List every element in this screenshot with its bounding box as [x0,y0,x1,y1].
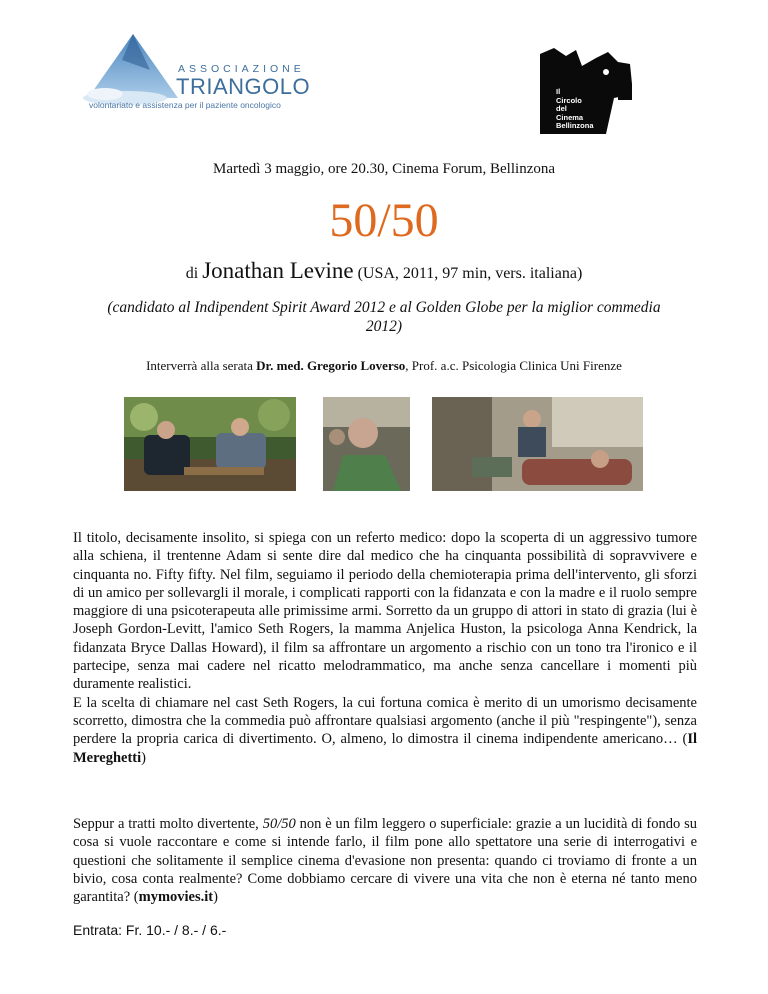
director-line [0,258,768,284]
title-reference: 50/50 [262,816,296,832]
review1-body: Il titolo, decisamente insolito, si spiega con un referto medico: dopo la scoperta di un aggressivo tumore alla schiena, il trentenne Adam si sente dire dal medico che ha cinquanta possibilità di sopravvivere e cinquanta no. Fifty fifty. Nel film, seguiamo il periodo della chemioterapia prima dell'intervento, gli sforzi di un amico per sollevargli il morale, i complicati rapporti con la fidanzata e con la madre e il ruolo sempre maggiore di una psicoterapeuta alle primissime armi. Sorretto da un gruppo di attori in stato di grazia (lui è Joseph Gordon-Levitt, l'amico Seth Rogers, la mamma Anjelica Huston, la psicologa Anna Kendrick, la fidanzata Bryce Dallas Howard), il film sa affrontare un argomento a rischio con un tono tra l'ironico e il partecipe, senza mai cadere nel ricatto melodrammatico, ma anche senza cancellare i momenti più duramente realistici. [73,530,697,693]
logo-tagline: volontariato e assistenza per il paziente oncologico [89,100,281,110]
film-still-2 [323,397,410,491]
film-info: (USA, 2011, 97 min, vers. italiana) [357,265,583,282]
film-title: 50/50 [329,194,439,247]
entrance-price: Entrata: Fr. 10.- / 8.- / 6.- [73,922,227,938]
film-still-1 [124,397,296,491]
director-name: Jonathan Levine [202,258,354,283]
review2-source: mymovies.it [138,889,214,906]
speaker-intro: Interverrà alla serata [146,358,253,373]
review1-source: Il Mereghetti [73,731,697,766]
review-paragraph-2: Seppur a tratti molto divertente, 50/50 non è un film leggero o superficiale: grazie a un lucidità di fondo su cosa si vuole raccontare e come si intende farlo, il film pone allo spettatore una serie di interrogativi e questioni che solitamente il semplice cinema d'evasione non presenta: quando ci troviamo di fronte a un bivio, cosa conta realmente? Come dobbiamo cercare di vivere una vita che non è eterna né tanto meno garantita? (mymovies.it) [73,816,697,906]
speaker-role: , Prof. a.c. Psicologia Clinica Uni Firenze [405,358,622,373]
film-still-3 [432,397,643,491]
event-datetime: Martedì 3 maggio, ore 20.30, Cinema Forum, Bellinzona [212,161,556,177]
review-paragraph-1 [73,529,697,767]
logo-line2: TRIANGOLO [176,74,311,99]
speaker-line [0,358,768,374]
logo-line1: ASSOCIAZIONE [178,63,305,75]
review1-body2: E la scelta di chiamare nel cast Seth Rogers, la cui fortuna comica è merito di un umorismo decisamente scorretto, dimostra che la commedia può affrontare qualsiasi argomento (anche il più "respingente"), senza perdere la propria carica di divertimento. O, almeno, lo dimostra il cinema indipendente americano… (Il Mereghetti) [73,694,697,766]
nomination-note: (candidato al Indipendent Spirit Award 2012 e al Golden Globe per la miglior commedia 2012) [107,299,661,335]
cinema-logo-text: Il Circolo del Cinema Bellinzona [556,87,594,130]
director-prefix: di [185,265,199,282]
speaker-name: Dr. med. Gregorio Loverso [256,358,406,373]
